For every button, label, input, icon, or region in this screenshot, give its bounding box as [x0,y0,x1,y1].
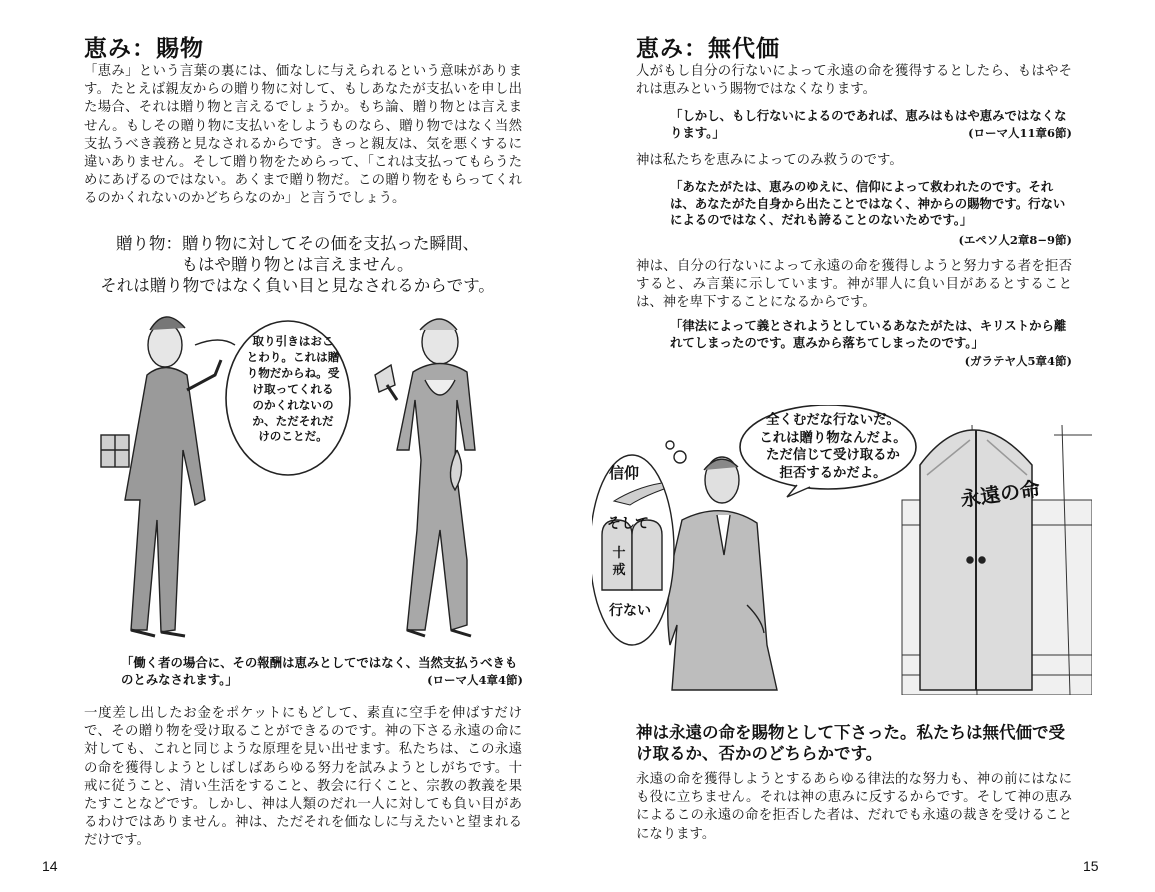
right-quote-1-ref: (ローマ人11章6節) [968,126,1072,140]
right-reject-paragraph: 神は、自分の行ないによって永遠の命を獲得しようと努力する者を拒否すると、み言葉に示しています。神が罪人に負い目があるとすることは、神を卑下することになるからです。 [636,259,1072,311]
right-page [578,0,1155,892]
left-closing-paragraph: 一度差し出したお金をポケットにもどして、素直に空手を伸ばすだけで、その贈り物を受け取ることができるのです。神の下さる永遠の命に対しても、これと同じような原理を見い出せます。私たちは、この永遠の命を獲得しようとしばしばあらゆる努力を試みようとしがちです。十戒に従うこと、清い生活をすること、教会に行くこと、宗教の教義を果たすことなどです。しかし、神は人類のだれ一人に対しても負い目があるわけではありません。神は、ただそれを価なしに与えたいと望まれるだけです。 [84,706,522,849]
right-quote-1: 「しかし、もし行ないによるのであれば、恵みはもはや恵みではなくなります。」 [670,108,1067,140]
right-quote-2: 「あなたがたは、恵みのゆえに、信仰によって救われたのです。それは、あなたがた自身から出たことではなく、神からの賜物です。行ないによるのではなく、だれも誇ることのないためです。」 [670,179,1066,228]
emphasis-line-3: それは贈り物ではなく負い目と見なされるからです。 [100,276,495,295]
left-bubble-text: 取り引きはおこ とわり。これは贈 り物だからね。受 け取ってくれる のかくれないの か、ただそれだ けのことだ。 [246,334,340,444]
thought-and: そして [607,516,649,532]
right-intro-paragraph: 人がもし自分の行ないによって永遠の命を獲得するとしたら、もはやそれは恵みという賜物ではなくなります。 [636,64,1072,98]
left-emphasis-block [60,233,535,296]
emphasis-line-1: 贈り物：贈り物に対してその価を支払った瞬間、 [116,234,479,253]
man-offering-money [101,317,221,636]
right-page-title: 恵み：無代価 [636,36,780,62]
right-quote-3: 「律法によって義とされようとしているあなたがたは、キリストから離れてしまったのです。恵みから落ちてしまったのです。」 [670,318,1067,350]
left-intro-paragraph: 「恵み」という言葉の裏には、価なしに与えられるという意味があります。たとえば親友からの贈り物に対して、もしあなたが支払いを申し出た場合、それは贈り物と言えるでしょうか。もち論、贈り物とは言えません。もしその贈り物に支払いをしようものなら、贈り物ではなく当然支払うべき義務と見なされるからです。きっと親友は、気を悪くするに違いありません。そして贈り物をためらって、「これは支払ってもらうためにあげるのではない。あくまで贈り物だ。この贈り物をもらってくれるのかくれないのかどちらなのか」と言うでしょう。 [84,64,522,207]
left-page-title: 恵み：賜物 [84,36,204,62]
man-holding-gift [375,319,475,636]
right-headline: 神は永遠の命を賜物として下さった。私たちは無代価で受け取るか、否かのどちらかです。 [636,723,1065,763]
doors [920,430,1032,690]
right-grace-line: 神は私たちを恵みによってのみ救うのです。 [636,153,903,168]
man-in-suit [668,457,777,690]
emphasis-line-2: もはや贈り物とは言えません。 [181,255,414,274]
left-scripture-quote: 「働く者の場合に、その報酬は恵みとしてではなく、当然支払うべきものとみなされます。」 [121,655,518,687]
right-closing-paragraph: 永遠の命を獲得しようとするあらゆる律法的な努力も、神の前にはなにも役に立ちません。それは神の恵みに反するからです。そして神の恵みによるこの永遠の命を拒否した者は、だれでも永遠の裁きを受けることになります。 [636,772,1072,842]
left-scripture-ref: (ローマ人4章4節) [427,673,523,687]
right-bubble-text: 全くむだな行ないだ。 これは贈り物なんだよ。 ただ信じて受け取るか 拒否するかだよ。 [759,412,907,481]
right-quote-2-ref: (エペソ人2章8−9節) [958,233,1072,247]
thought-works: 行ない [609,603,651,619]
right-page-number: 15 [1083,858,1099,874]
door-label: 永遠の命 [958,476,1042,512]
left-page-number: 14 [42,858,58,874]
left-page [0,0,577,892]
tablet-text: 十 戒 [612,546,626,578]
right-quote-3-ref: (ガラテヤ人5章4節) [964,354,1072,368]
thought-faith: 信仰 [608,464,639,482]
